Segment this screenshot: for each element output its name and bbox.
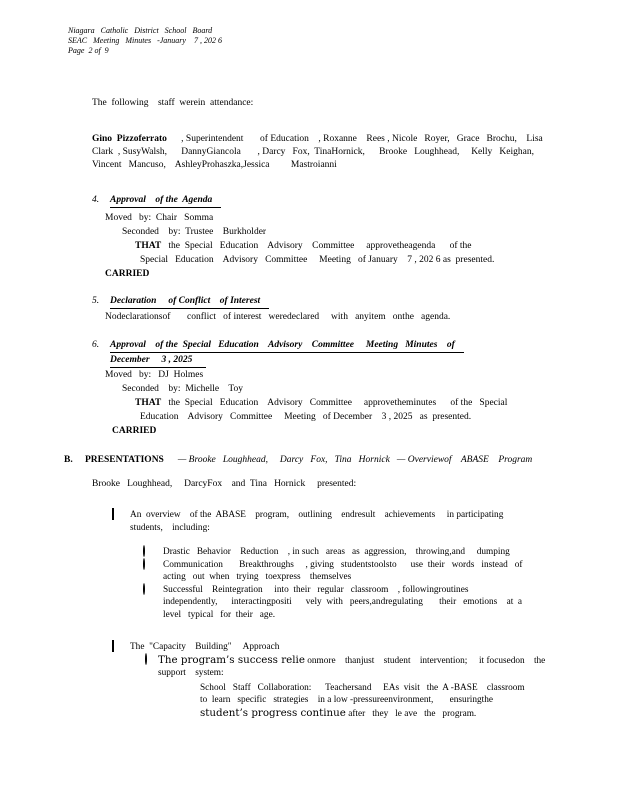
section-4-heading-row bbox=[92, 193, 494, 208]
bullet-reintegration bbox=[143, 584, 522, 622]
presentations-subtitle: — Brooke Loughhead, Darcy Fox, Tina Hornick — Overviewof ABASE Program bbox=[177, 455, 533, 465]
bullet-reintegration-text bbox=[163, 584, 522, 622]
bullet-capacity-text bbox=[130, 641, 279, 654]
bullet-communication-line-1: Communication Breakthroughs , giving studentstoolsto use their words instead of bbox=[163, 559, 523, 570]
bullet-staff-collaboration-line-3 bbox=[200, 707, 525, 721]
section-4-number: 4. bbox=[92, 195, 100, 205]
section-5-heading-row bbox=[92, 294, 450, 309]
section-6-heading-row-2 bbox=[92, 353, 507, 368]
bullet-communication bbox=[143, 559, 522, 584]
attendance-intro: The following staff werein attendance: bbox=[92, 98, 254, 108]
bullet-program-success-line-1 bbox=[158, 654, 545, 668]
student-progress-rest: after they le ave the program. bbox=[345, 708, 477, 719]
presentations-heading-row bbox=[64, 453, 532, 467]
section-6-motion-text-1: the Special Education Advisory Committee approvetheminutes of the Special bbox=[161, 398, 508, 408]
bullet-staff-collaboration-line-1: School Staff Collaboration: Teachersand EAs visit the A -BASE classroom bbox=[200, 682, 525, 693]
presenters-line: Brooke Loughhead, DarcyFox and Tina Hornick presented: bbox=[92, 479, 357, 489]
student-progress-alt-font: student’s progress continue bbox=[200, 706, 346, 719]
bullet-capacity bbox=[112, 641, 545, 654]
section-6-motion-line-2: Education Advisory Committee Meeting of December 3 , 2025 as presented. bbox=[140, 412, 472, 422]
section-4-seconded: Seconded by: Trustee Burkholder bbox=[122, 227, 267, 237]
section-6-seconded: Seconded by: Michelle Toy bbox=[122, 384, 244, 394]
bullet-communication-line-2: acting out when trying toexpress themselves bbox=[163, 572, 352, 582]
bullet-group-overview bbox=[112, 509, 522, 621]
staff-names-line-2: Clark , SusyWalsh, DannyGiancola , Darcy Fox, TinaHornick, Brooke Loughhead, Kelly Keighan, bbox=[92, 147, 534, 157]
bullet-overview-text bbox=[130, 509, 503, 534]
bullet-behavior bbox=[143, 546, 522, 559]
circle-bullet-icon bbox=[143, 584, 163, 594]
section-6-motion-line-1 bbox=[92, 396, 507, 410]
bullet-behavior-line-1: Drastic Behavior Reduction , in such areas as aggression, throwing,and dumping bbox=[163, 547, 510, 557]
bullet-capacity-line-1: The "Capacity Building" Approach bbox=[130, 642, 280, 652]
staff-names-line-3: Vincent Mancuso, AshleyProhaszka,Jessica Mastroianni bbox=[92, 160, 337, 170]
bullet-reintegration-line-2: independently, interactingpositi vely with peers,andregulating their emotions at a bbox=[163, 597, 523, 607]
bullet-group-capacity bbox=[112, 641, 545, 720]
section-6-heading-line-1: Approval of the Special Education Advisory Committee Meeting Minutes of bbox=[110, 338, 464, 353]
section-4-moved: Moved by: Chair Somma bbox=[105, 213, 214, 223]
section-5-body: Nodeclarationsof conflict of interest weredeclared with anyitem onthe agenda. bbox=[105, 312, 451, 322]
header-page-number: Page 2 of 9 bbox=[68, 46, 109, 55]
section-4 bbox=[92, 193, 494, 281]
section-5-number: 5. bbox=[92, 296, 100, 306]
section-5-heading: Declaration of Conflict of Interest bbox=[110, 294, 269, 309]
bullet-reintegration-line-1: Successful Reintegration into their regular classroom , followingroutines bbox=[163, 584, 469, 595]
bullet-overview-line-1: An overview of the ABASE program, outlining endresult achievements in participating bbox=[130, 510, 504, 520]
presentations-title: PRESENTATIONS bbox=[85, 455, 164, 465]
section-4-motion-text-1: the Special Education Advisory Committee approvetheagenda of the bbox=[161, 241, 472, 251]
section-4-motion-line-2: Special Education Advisory Committee Meeting of January 7 , 202 6 as presented. bbox=[140, 255, 495, 265]
attendance-intro-block bbox=[92, 96, 253, 110]
square-bullet-icon bbox=[112, 509, 130, 519]
header-board-name: Niagara Catholic District School Board bbox=[68, 26, 213, 35]
page-header bbox=[68, 26, 222, 56]
bullet-reintegration-line-3: level typical for their age. bbox=[163, 609, 276, 620]
program-success-alt-font: The program’s success relie bbox=[158, 653, 305, 666]
section-6-number: 6. bbox=[92, 340, 100, 350]
bullet-overview bbox=[112, 509, 522, 534]
staff-names-line-1-rest: , Superintendent of Education , Roxanne Rees , Nicole Royer, Grace Brochu, Lisa bbox=[166, 134, 543, 144]
bullet-program-success bbox=[145, 654, 545, 680]
section-6-heading-line-2: December 3 , 2025 bbox=[110, 353, 206, 368]
staff-name-bold: Gino Pizzoferrato bbox=[92, 134, 167, 144]
bullet-behavior-text bbox=[163, 546, 510, 559]
circle-bullet-icon bbox=[145, 654, 158, 664]
presentations-heading-block bbox=[64, 453, 532, 467]
section-6 bbox=[92, 338, 507, 438]
bullet-staff-collaboration-text bbox=[200, 682, 525, 721]
section-6-heading-row-1 bbox=[92, 338, 507, 353]
section-5 bbox=[92, 294, 450, 324]
presentations-letter: B. bbox=[64, 455, 73, 465]
bullet-staff-collaboration bbox=[185, 682, 545, 721]
circle-bullet-icon bbox=[143, 559, 163, 569]
section-4-that: THAT bbox=[135, 241, 162, 251]
bullet-communication-text bbox=[163, 559, 522, 584]
bullet-program-success-line-2: support system: bbox=[158, 668, 224, 678]
bullet-overview-line-2: students, including: bbox=[130, 522, 210, 533]
staff-names-paragraph bbox=[92, 133, 543, 172]
program-success-rest: onmore thanjust student intervention; it focusedon the bbox=[304, 655, 546, 666]
section-4-heading: Approval of the Agenda bbox=[110, 193, 221, 208]
bullet-staff-collaboration-line-2: to learn specific strategies in a low -pressureenvironment, ensuringthe bbox=[200, 695, 494, 705]
section-6-moved: Moved by: DJ Holmes bbox=[105, 370, 204, 380]
section-4-carried: CARRIED bbox=[105, 269, 150, 279]
header-meeting-title: SEAC Meeting Minutes -January 7 , 202 6 bbox=[68, 36, 222, 45]
circle-bullet-icon bbox=[143, 546, 163, 556]
staff-names-line-1 bbox=[92, 133, 543, 146]
section-4-motion-line-1 bbox=[92, 239, 494, 253]
presenters-block bbox=[92, 477, 356, 491]
square-bullet-icon bbox=[112, 641, 130, 651]
section-6-carried: CARRIED bbox=[112, 426, 157, 436]
section-6-that: THAT bbox=[135, 398, 162, 408]
bullet-program-success-text bbox=[158, 654, 545, 680]
